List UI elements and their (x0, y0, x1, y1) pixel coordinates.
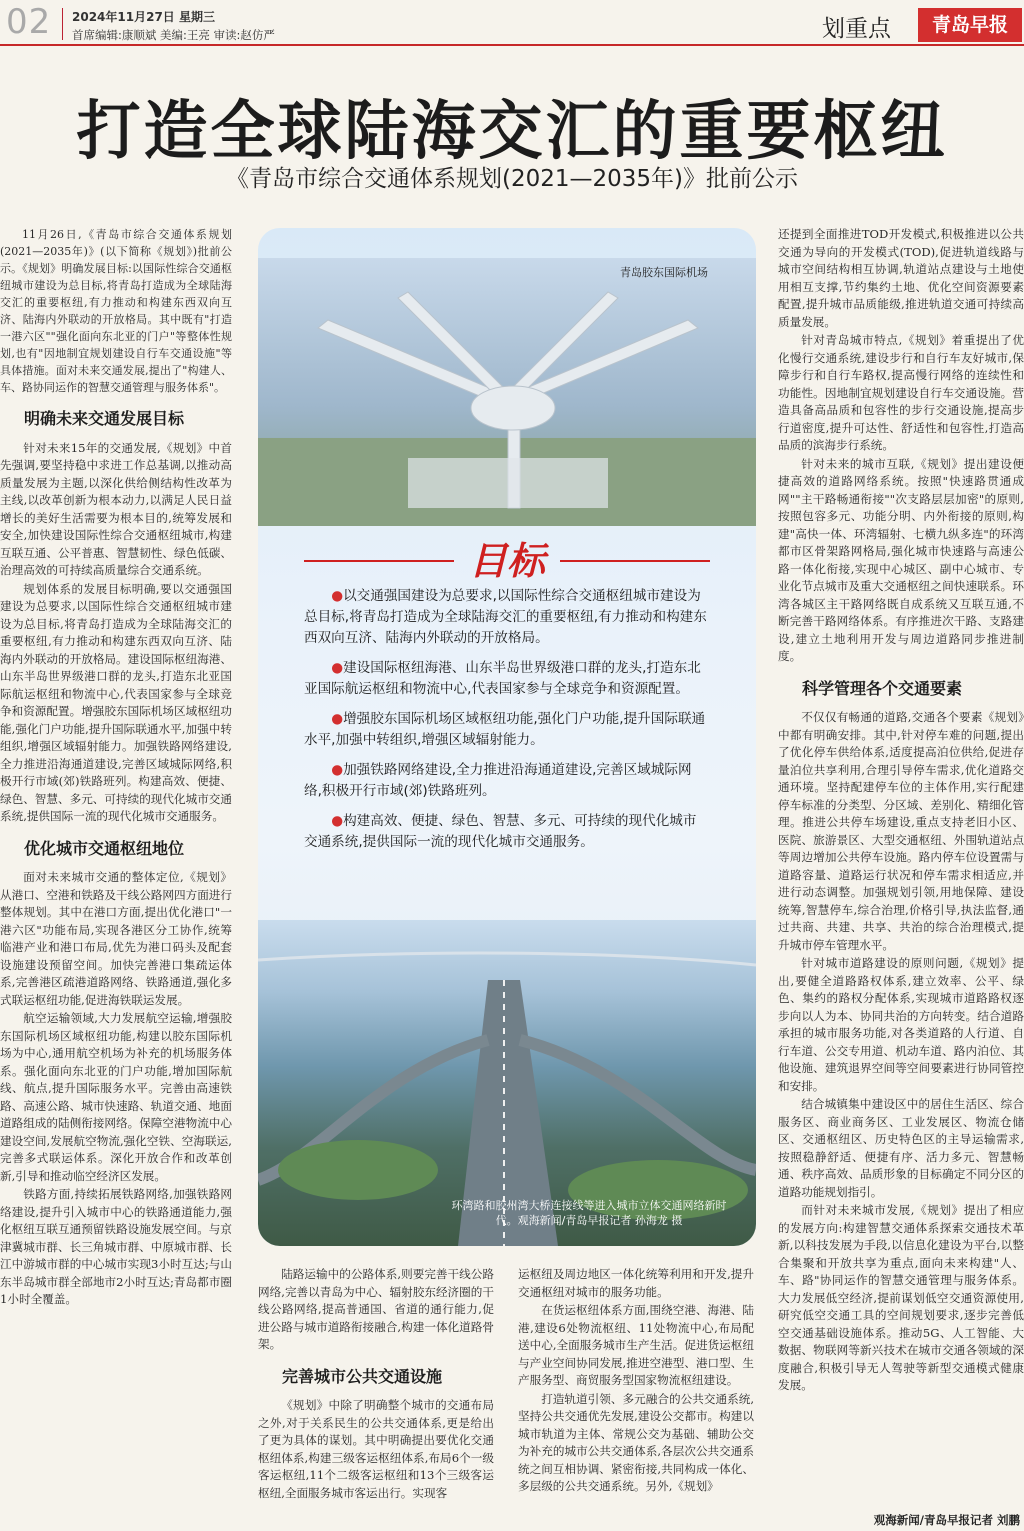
header-divider (62, 8, 63, 40)
section-heading-hub: 优化城市交通枢纽地位 (24, 838, 185, 858)
byline: 观海新闻/青岛早报记者 刘鹏 (873, 1513, 1020, 1527)
section-heading-management: 科学管理各个交通要素 (802, 678, 963, 698)
brand-logo: 青岛早报 (918, 8, 1022, 42)
paragraph: 航空运输领域,大力发展航空运输,增强胶东国际机场区域枢纽功能,构建以胶东国际机场为中心,通用航空机场为补充的机场服务体系。强化面向东北亚的门户功能,增加国际航线、航点,提升国际服务水平。完善由高速铁路、高速公路、城市快速路、轨道交通、地面道路组成的陆侧衔接网络。保障空港物流中心建设空间,发展航空物流,强化空铁、空海联运,完善多式联运体系。深化开放合作和改革创新,引导和推动临空经济区发展。 (0, 1011, 232, 1183)
bullet-icon: ● (331, 711, 344, 727)
article-subtitle: 《青岛市综合交通体系规划(2021—2035年)》批前公示 (225, 166, 798, 192)
paragraph: 针对未来15年的交通发展,《规划》中首先强调,要坚持稳中求进工作总基调,以推动高质量发展为主题,以深化供给侧结构性改革为主线,以改革创新为根本动力,以满足人民日益增长的美好生活需要为根本目的,统筹发展和安全,加快建设国际性综合交通枢纽城市,构建互联互通、公平普惠、智慧韧性、绿色低碳、治理高效的可持续高质量综合交通系统。 (0, 440, 232, 577)
bullet-icon: ● (331, 762, 344, 778)
goal-item (304, 586, 709, 649)
paragraph: 打造轨道引领、多元融合的公共交通系统,坚持公共交通优先发展,建设公交都市。构建以城市轨道为主体、常规公交为基础、辅助公交为补充的城市公共交通体系,各层次公共交通系统之间互相协调、紧密衔接,共同构成一体化、多层级的公共交通系统。另外,《规划》 (518, 1391, 754, 1493)
paragraph: 在货运枢纽体系方面,围绕空港、海港、陆港,建设6处物流枢纽、11处物流中心,布局配送中心,全面服务城市生产生活。促进货运枢纽与产业空间协同发展,推进空港型、港口型、生产服务型、商贸服务型国家物流枢纽建设。 (518, 1303, 754, 1387)
airport-caption: 青岛胶东国际机场 (620, 266, 708, 279)
paragraph: 结合城镇集中建设区中的居住生活区、综合服务区、商业商务区、工业发展区、物流仓储区、交通枢纽区、历史特色区的主导运输需求,按照稳静舒适、便捷有序、活力多元、智慧畅通、秩序高效、品质形象的目标确定不同分区的道路功能规划指引。 (778, 1097, 1024, 1199)
article-title: 打造全球陆海交汇的重要枢纽 (76, 95, 948, 169)
paragraph: 针对未来的城市互联,《规划》提出建设便捷高效的道路网络系统。按照"快速路贯通成网""主干路畅通衔接""次支路层层加密"的原则,按照包容多元、功能分明、内外衔接的原则,构建"高快一体、环湾辐射、七横九纵多连"的环湾都市区骨架路网格局,强化城市快速路与高速公路一体化衔接,实现中心城区、副中心城市、专业化节点城市及重大交通枢纽之间快速联系。环湾各城区主干路网络既自成系统又互联互通,不断完善干路网络体系。有序推进次干路、支路建设,建立土地利用开发与周边道路同步推进制度。 (778, 456, 1024, 663)
paragraph: 《规划》中除了明确整个城市的交通布局之外,对于关系民生的公共交通体系,更是给出了更为具体的谋划。其中明确提出要优化交通枢纽体系,构建三级客运枢纽体系,布局6个一级客运枢纽,11个二级客运枢纽和13个三级客运枢纽,全面服务城市客运出行。实现客 (258, 1398, 494, 1500)
paragraph: 面对未来城市交通的整体定位,《规划》从港口、空港和铁路及干线公路网四方面进行整体规划。其中在港口方面,提出优化港口"一港六区"功能布局,实现各港区分工协作,统筹临港产业和港口布局,优先为港口码头及配套设施建设预留空间。加快完善港口集疏运体系,完善港区疏港道路网络、铁路通道,强化多式联运枢纽功能,促进海铁联运发展。 (0, 870, 232, 1007)
paragraph: 运枢纽及周边地区一体化统筹利用和开发,提升交通枢纽对城市的服务功能。 (518, 1267, 754, 1299)
paragraph: 针对城市道路建设的原则问题,《规划》提出,要健全道路路权体系,建立效率、公平、绿色、集约的路权分配体系,实现城市道路路权逐步向以人为本、协同共治的方向转变。结合道路承担的城市服务功能,对各类道路的人行道、自行车道、公交专用道、机动车道、路内泊位、其他设施、建筑退界空间等空间要素进行协同管控和安排。 (778, 956, 1024, 1093)
header-rule (0, 44, 1024, 46)
paragraph: 规划体系的发展目标明确,要以交通强国建设为总要求,以国际性综合交通枢纽城市建设为总目标,将青岛打造成为全球陆海交汇的重要枢纽,有力推动和构建东西双向互济、陆海内外联动的开放格局。建设国际枢纽海港、山东半岛世界级港口群的龙头,打造东北亚国际航运枢纽和物流中心,代表国家参与全球竞争和资源配置。增强胶东国际机场区域枢纽功能,强化门户功能,提升国际联通水平,加强中转组织,增强区域辐射能力。加强铁路网络建设,全力推进沿海通道建设,完善区域城际网络,积极开行市域(郊)铁路班列。构建高效、便捷、绿色、智慧、多元、可持续的现代化城市交通系统,提供国际一流的现代化城市交通服务。 (0, 581, 232, 823)
goal-text: 增强胶东国际机场区域枢纽功能,强化门户功能,提升国际联通水平,加强中转组织,增强区域辐射能力。 (304, 711, 706, 748)
editors-line: 首席编辑:康顺斌 美编:王亮 审读:赵仿严 (72, 28, 275, 42)
goal-text: 以交通强国建设为总要求,以国际性综合交通枢纽城市建设为总目标,将青岛打造成为全球陆海交汇的重要枢纽,有力推动和构建东西双向互济、陆海内外联动的开放格局。 (304, 588, 707, 646)
goal-heading: 目标 (468, 538, 545, 583)
section-tag: 划重点 (822, 16, 891, 42)
page-number: 02 (6, 2, 52, 42)
intro-paragraph: 11月26日,《青岛市综合交通体系规划(2021—2035年)》(以下简称《规划》)批前公示。《规划》明确发展目标:以国际性综合交通枢纽城市建设为总目标,将青岛打造成为全球陆海交汇的重要枢纽,有力推动和构建东西双向互济、陆海内外联动的开放格局。其中既有"打造一港六区""强化面向东北亚的门户"等整体性规划,也有"因地制宜规划建设自行车交通设施"等具体措施。面对未来交通发展,提出了"构建人、车、路协同运作的智慧交通管理与服务体系"。 (0, 228, 232, 394)
goal-text: 建设国际枢纽海港、山东半岛世界级港口群的龙头,打造东北亚国际航运枢纽和物流中心,代表国家参与全球竞争和资源配置。 (304, 660, 701, 697)
bullet-icon: ● (331, 588, 344, 604)
column-left (0, 226, 232, 1526)
column-mid-left (258, 1266, 494, 1528)
section-heading-goals: 明确未来交通发展目标 (24, 409, 185, 428)
paragraph: 陆路运输中的公路体系,则要完善干线公路网络,完善以青岛为中心、辐射胶东经济圈的干线公路网络,提高普通国、省道的通行能力,促进公路与城市道路衔接融合,构建一体化道路骨架。 (258, 1267, 494, 1351)
goal-item (304, 658, 709, 700)
bullet-icon: ● (331, 813, 344, 829)
section-heading-transit: 完善城市公共交通设施 (282, 1366, 443, 1386)
goal-list (304, 586, 709, 862)
goal-text: 加强铁路网络建设,全力推进沿海通道建设,完善区域城际网络,积极开行市域(郊)铁路班列。 (304, 762, 692, 799)
paragraph: 而针对未来城市发展,《规划》提出了相应的发展方向:构建智慧交通体系探索交通技术革新,以科技发展为手段,以信息化建设为平台,以整合集聚和开放共享为重点,面向未来构建"人、车、路"协同运作的智慧交通管理与服务体系。大力发展低空经济,提前谋划低空交通资源使用,研究低空交通工具的空间规划要求,逐步完善低空交通基础设施体系。推动5G、人工智能、大数据、物联网等新兴技术在城市交通各领域的深度融合,积极引导无人驾驶等新型交通模式健康发展。 (778, 1203, 1024, 1392)
airport-illustration (258, 258, 756, 526)
paragraph: 还提到全面推进TOD开发模式,积极推进以公共交通为导向的开发模式(TOD),促进轨道线路与城市空间结构相互协调,轨道站点建设与土地使用相互支撑,节约集约土地、优化空间资源要素配置,提升城市品质能级,推进轨道交通可持续高质量发展。 (778, 227, 1024, 329)
paragraph: 铁路方面,持续拓展铁路网络,加强铁路网络建设,提升引入城市中心的铁路通道能力,强化枢纽互联互通预留铁路设施发展空间。与京津冀城市群、长三角城市群、中原城市群、长江中游城市群的中心城市实现3小时互达;与山东半岛城市群全部地市2小时互达;青岛都市圈1小时全覆盖。 (0, 1187, 232, 1306)
bullet-icon: ● (331, 660, 344, 676)
column-mid-right (518, 1266, 754, 1528)
goal-item (304, 709, 709, 751)
bridge-caption: 环湾路和胶州湾大桥连接线等进入城市立体交通网络新时代。观海新闻/青岛早报记者 孙海龙 摄 (451, 1199, 727, 1227)
goals-card (258, 228, 756, 1246)
date-line: 2024年11月27日 星期三 (72, 10, 215, 24)
goal-item (304, 811, 709, 853)
goal-text: 构建高效、便捷、绿色、智慧、多元、可持续的现代化城市交通系统,提供国际一流的现代化城市交通服务。 (304, 813, 697, 850)
paragraph: 针对青岛城市特点,《规划》着重提出了优化慢行交通系统,建设步行和自行车友好城市,保障步行和自行车路权,提高慢行网络的连续性和功能性。因地制宜规划建设自行车交通设施。营造具备高品质和包容性的步行交通设施,提高步行道密度,提升可达性、舒适性和包容性,打造高品质的滨海步行系统。 (778, 333, 1024, 452)
goal-item (304, 760, 709, 802)
airport-photo (258, 258, 756, 526)
column-right (778, 226, 1024, 1508)
paragraph: 不仅仅有畅通的道路,交通各个要素《规划》中都有明确安排。其中,针对停车难的问题,提出了优化停车供给体系,适度提高泊位供给,促进存量泊位共享利用,合理引导停车需求,优化道路交通环境。坚持配建停车位的主体作用,实行配建停车标准的分类型、分区域、差别化、精细化管理。推进公共停车场建设,重点支持老旧小区、医院、旅游景区、大型交通枢纽、外围轨道站点等周边增加公共停车设施。路内停车位设置需与道路容量、道路运行状况和停车需求相适应,并进行动态调整。加强规划引领,用地保障、建设统筹,智慧停车,综合治理,价格引导,执法监督,通过共商、共建、共享、共治的综合治理模式,提升城市停车管理水平。 (778, 710, 1024, 952)
